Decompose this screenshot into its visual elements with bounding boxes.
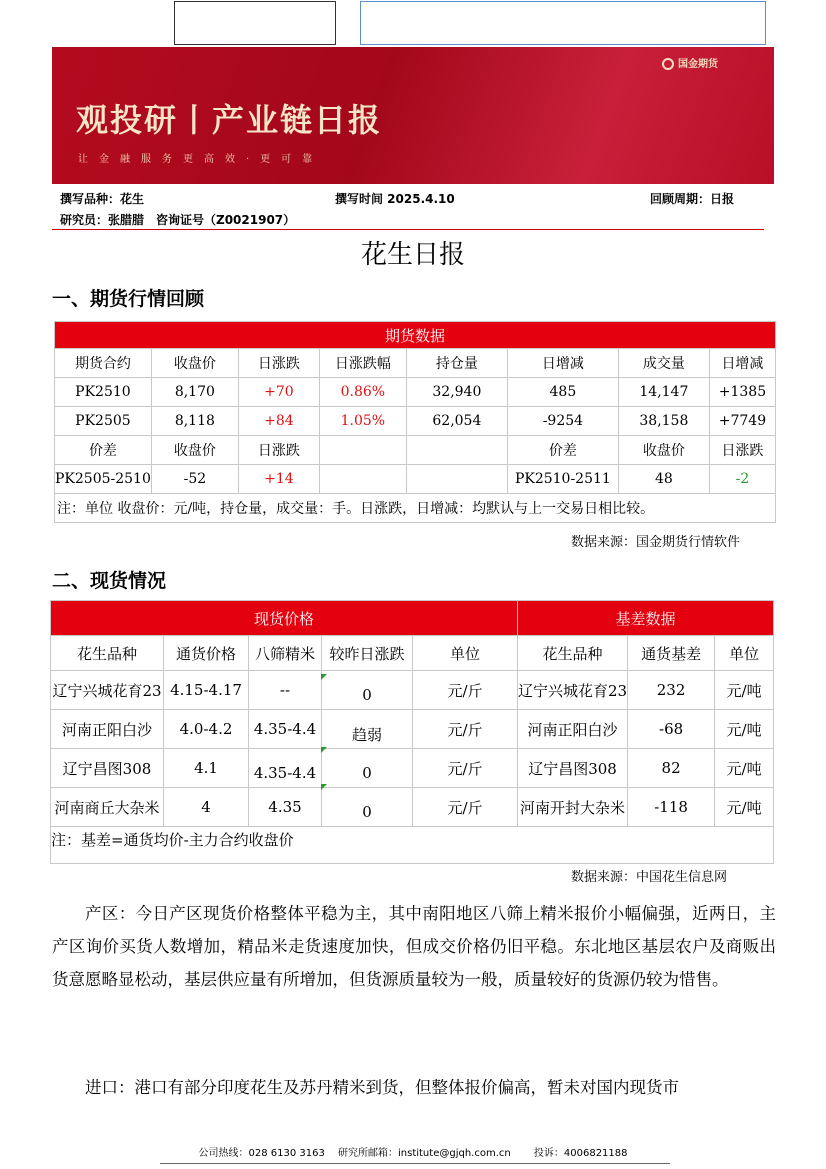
col-header: 通货价格 <box>164 636 249 671</box>
cell-change: +84 <box>238 407 319 436</box>
cell-variety: 河南商丘大杂米 <box>51 788 164 827</box>
banner-slogan: 让金融服务更高效·更可靠 <box>78 154 324 165</box>
spot-table-title: 现货价格 <box>51 601 518 636</box>
section1-heading: 一、期货行情回顾 <box>52 288 205 310</box>
cell-variety: 辽宁昌图308 <box>51 749 164 788</box>
cell-basis: -68 <box>628 710 715 749</box>
cell-basis: 82 <box>628 749 715 788</box>
col-header: 八筛精米 <box>249 636 322 671</box>
col-header: 持仓量 <box>406 349 507 378</box>
spread-header-row <box>55 436 776 465</box>
page-title: 花生日报 <box>360 240 465 270</box>
cell-oi: 62,054 <box>406 407 507 436</box>
cell-variety: 河南正阳白沙 <box>51 710 164 749</box>
cell-volume: 14,147 <box>618 378 709 407</box>
cell-unit: 元/斤 <box>413 749 518 788</box>
page-footer: 公司热线：028 6130 3163 研究所邮箱：institute@gjqh.com.cn 投诉：4006821188 <box>198 1148 628 1159</box>
spot-note: 注：基差=通货均价-主力合约收盘价 <box>51 827 774 864</box>
cell-spread: PK2505-2510 <box>55 465 152 494</box>
col-header: 单位 <box>413 636 518 671</box>
col-header: 日涨跌 <box>238 349 319 378</box>
report-banner <box>52 47 774 184</box>
cell-kernel-price: -- <box>249 671 322 710</box>
cell-volume-change: +1385 <box>709 378 775 407</box>
col-header: 成交量 <box>618 349 709 378</box>
cell-change: -2 <box>709 465 775 494</box>
table-row <box>55 378 776 407</box>
cell-spread: PK2510-2511 <box>507 465 618 494</box>
col-header: 收盘价 <box>151 436 238 465</box>
table-row <box>51 749 774 788</box>
cell-unit: 元/吨 <box>715 710 774 749</box>
comment-marker-icon <box>321 784 327 790</box>
meta-divider <box>52 229 764 230</box>
col-header: 日涨跌幅 <box>319 349 406 378</box>
cell-variety: 辽宁兴城花育23 <box>518 671 628 710</box>
cell-close: -52 <box>151 465 238 494</box>
paragraph-import <box>52 1071 776 1104</box>
cell-close: 8,118 <box>151 407 238 436</box>
futures-table <box>54 321 776 523</box>
section2-heading: 二、现货情况 <box>52 570 167 592</box>
comment-marker-icon <box>321 747 327 753</box>
cell-change-pct: 0.86% <box>319 378 406 407</box>
cell-change: 0 <box>322 671 413 710</box>
col-header: 较昨日涨跌 <box>322 636 413 671</box>
header-box-left <box>174 1 336 45</box>
col-header: 日涨跌 <box>709 436 775 465</box>
header-box-right <box>360 1 766 45</box>
col-header: 日增减 <box>507 349 618 378</box>
futures-source: 数据来源：国金期货行情软件 <box>571 535 741 550</box>
empty-cell <box>406 465 507 494</box>
basis-table-title: 基差数据 <box>518 601 774 636</box>
col-header: 日增减 <box>709 349 775 378</box>
cell-unit: 元/斤 <box>413 788 518 827</box>
paragraph-text: 产区：今日产区现货价格整体平稳为主，其中南阳地区八筛上精米报价小幅偏强，近两日，主产区询价买货人数增加，精品米走货速度加快，但成交价格仍旧平稳。东北地区基层农户及商贩出货意愿略显松动，基层供应量有所增加，但货源质量较为一般，质量较好的货源仍较为惜售。 <box>52 904 776 989</box>
banner-title: 观投研丨产业链日报 <box>76 101 383 139</box>
cell-variety: 辽宁兴城花育23 <box>51 671 164 710</box>
futures-table-title: 期货数据 <box>55 322 776 349</box>
cell-price: 4.0-4.2 <box>164 710 249 749</box>
logo-icon <box>662 58 674 70</box>
cell-unit: 元/吨 <box>715 671 774 710</box>
cell-unit: 元/斤 <box>413 671 518 710</box>
col-header: 花生品种 <box>51 636 164 671</box>
futures-header-row <box>55 349 776 378</box>
company-logo: 国金期货 <box>662 55 718 70</box>
cell-contract: PK2505 <box>55 407 152 436</box>
comment-marker-icon <box>321 674 327 680</box>
meta-time: 撰写时间 2025.4.10 <box>335 192 455 206</box>
cell-price: 4 <box>164 788 249 827</box>
col-header: 价差 <box>507 436 618 465</box>
cell-change-pct: 1.05% <box>319 407 406 436</box>
cell-variety: 辽宁昌图308 <box>518 749 628 788</box>
col-header: 通货基差 <box>628 636 715 671</box>
meta-analyst: 研究员：张腊腊 咨询证号（Z0021907） <box>60 213 296 227</box>
meta-period: 回顾周期：日报 <box>650 192 735 206</box>
cell-contract: PK2510 <box>55 378 152 407</box>
col-header: 价差 <box>55 436 152 465</box>
table-row <box>51 671 774 710</box>
cell-unit: 元/斤 <box>413 710 518 749</box>
cell-change: +70 <box>238 378 319 407</box>
col-header: 日涨跌 <box>238 436 319 465</box>
spot-header-row <box>51 636 774 671</box>
cell-kernel-price: 4.35-4.4 <box>249 710 322 749</box>
cell-change: 趋弱 <box>322 710 413 749</box>
meta-variety: 撰写品种：花生 <box>60 192 145 206</box>
col-header: 收盘价 <box>151 349 238 378</box>
cell-unit: 元/吨 <box>715 788 774 827</box>
cell-variety: 河南正阳白沙 <box>518 710 628 749</box>
cell-variety: 河南开封大杂米 <box>518 788 628 827</box>
cell-change: 0 <box>322 749 413 788</box>
paragraph-origin <box>52 897 776 996</box>
empty-cell <box>319 436 406 465</box>
cell-price: 4.1 <box>164 749 249 788</box>
cell-oi: 32,940 <box>406 378 507 407</box>
cell-unit: 元/吨 <box>715 749 774 788</box>
cell-change: +14 <box>238 465 319 494</box>
table-row <box>51 710 774 749</box>
table-row <box>55 407 776 436</box>
cell-volume: 38,158 <box>618 407 709 436</box>
spread-row <box>55 465 776 494</box>
cell-close: 48 <box>618 465 709 494</box>
spot-source: 数据来源：中国花生信息网 <box>571 870 728 885</box>
cell-price: 4.15-4.17 <box>164 671 249 710</box>
col-header: 收盘价 <box>618 436 709 465</box>
futures-note: 注：单位 收盘价：元/吨，持仓量，成交量：手。日涨跌，日增减：均默认与上一交易日相比较。 <box>55 494 776 523</box>
table-row <box>51 788 774 827</box>
col-header: 单位 <box>715 636 774 671</box>
paragraph-text: 进口：港口有部分印度花生及苏丹精米到货，但整体报价偏高，暂未对国内现货市 <box>85 1078 679 1097</box>
cell-basis: -118 <box>628 788 715 827</box>
col-header: 期货合约 <box>55 349 152 378</box>
cell-oi-change: 485 <box>507 378 618 407</box>
col-header: 花生品种 <box>518 636 628 671</box>
cell-basis: 232 <box>628 671 715 710</box>
cell-change: 0 <box>322 788 413 827</box>
empty-cell <box>319 465 406 494</box>
spot-table <box>50 600 774 864</box>
empty-cell <box>406 436 507 465</box>
cell-close: 8,170 <box>151 378 238 407</box>
cell-kernel-price: 4.35 <box>249 788 322 827</box>
cell-kernel-price: 4.35-4.4 <box>249 749 322 788</box>
cell-oi-change: -9254 <box>507 407 618 436</box>
cell-volume-change: +7749 <box>709 407 775 436</box>
footer-divider <box>160 1163 670 1164</box>
